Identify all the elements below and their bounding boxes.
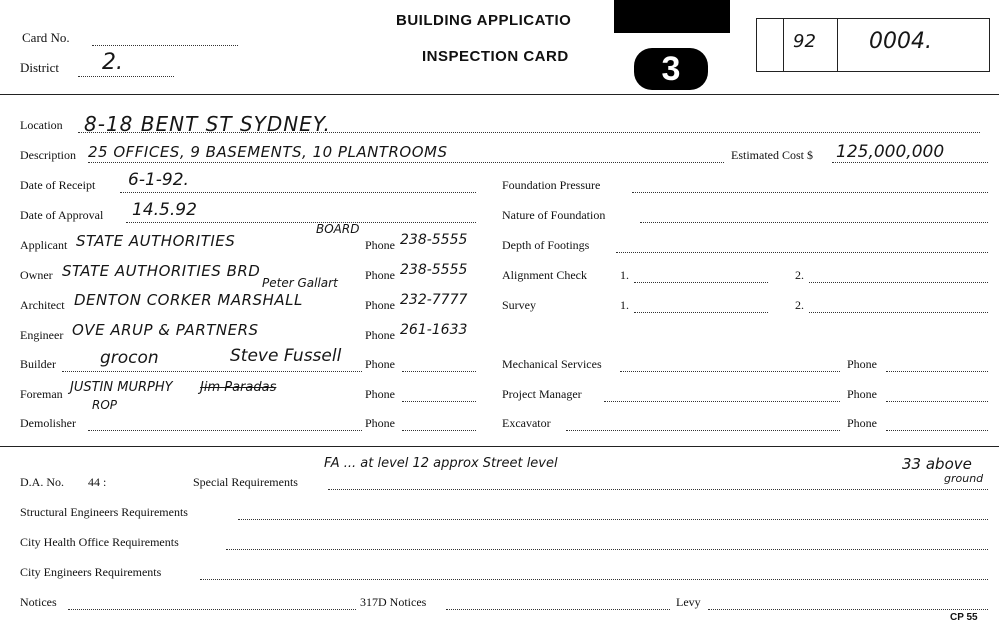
builder-field[interactable]	[62, 371, 362, 372]
health-requirements-label: City Health Office Requirements	[20, 535, 179, 549]
city-engineers-requirements-label: City Engineers Requirements	[20, 565, 162, 579]
architect-phone-value: 232-7777	[400, 292, 468, 308]
architect-note: Peter Gallart	[262, 276, 338, 290]
notices-317d-field[interactable]	[446, 609, 670, 610]
builder-label: Builder	[20, 357, 56, 371]
architect-phone-label: Phone	[365, 298, 395, 312]
notices-label: Notices	[20, 595, 57, 609]
card-no-label: Card No.	[22, 30, 70, 45]
foreman-label: Foreman	[20, 387, 63, 401]
location-label: Location	[20, 118, 63, 132]
owner-phone-value: 238-5555	[400, 262, 468, 278]
engineer-label: Engineer	[20, 328, 64, 342]
da-no-label: D.A. No.	[20, 475, 64, 489]
estimated-cost-value: 125,000,000	[836, 142, 945, 162]
header-divider	[0, 94, 999, 95]
special-note-1: 33 above	[902, 455, 972, 473]
structural-requirements-field[interactable]	[238, 519, 988, 520]
excavator-phone-field[interactable]	[886, 430, 988, 431]
redaction-bar	[614, 0, 730, 33]
estimated-cost-field[interactable]	[832, 162, 988, 163]
foreman-phone-field[interactable]	[402, 401, 476, 402]
card-no-field[interactable]	[92, 45, 238, 46]
description-label: Description	[20, 148, 76, 162]
foreman-value: JUSTIN MURPHY	[70, 380, 173, 395]
applicant-phone-label: Phone	[365, 238, 395, 252]
alignment-check-label: Alignment Check	[502, 268, 587, 282]
alignment-check-2-field[interactable]	[809, 282, 988, 283]
demolisher-field[interactable]	[88, 430, 362, 431]
date-receipt-value: 6-1-92.	[128, 170, 189, 190]
builder-phone-field[interactable]	[402, 371, 476, 372]
notices-317d-label: 317D Notices	[360, 595, 427, 609]
demolisher-phone-label: Phone	[365, 416, 395, 430]
box-number: 0004.	[869, 29, 932, 54]
health-requirements-field[interactable]	[226, 549, 988, 550]
owner-phone-label: Phone	[365, 268, 395, 282]
applicant-note: BOARD	[316, 222, 360, 236]
date-approval-field[interactable]	[126, 222, 476, 223]
city-engineers-requirements-field[interactable]	[200, 579, 988, 580]
demolisher-label: Demolisher	[20, 416, 76, 430]
builder-contact: Steve Fussell	[230, 346, 342, 366]
project-manager-phone-field[interactable]	[886, 401, 988, 402]
alignment-check-2-label: 2.	[795, 268, 804, 282]
applicant-phone-value: 238-5555	[400, 232, 468, 248]
survey-label: Survey	[502, 298, 536, 312]
engineer-phone-value: 261-1633	[400, 322, 468, 338]
foundation-pressure-label: Foundation Pressure	[502, 178, 601, 192]
date-receipt-field[interactable]	[120, 192, 476, 193]
engineer-phone-label: Phone	[365, 328, 395, 342]
excavator-label: Excavator	[502, 416, 551, 430]
date-receipt-label: Date of Receipt	[20, 178, 96, 192]
foreman-note: ROP	[92, 398, 118, 412]
box-year: 92	[793, 31, 816, 52]
foundation-pressure-field[interactable]	[632, 192, 988, 193]
survey-2-label: 2.	[795, 298, 804, 312]
project-manager-field[interactable]	[604, 401, 840, 402]
estimated-cost-label: Estimated Cost $	[731, 148, 813, 162]
district-label: District	[20, 60, 59, 75]
foreman-phone-label: Phone	[365, 387, 395, 401]
card-subtitle: INSPECTION CARD	[422, 48, 569, 65]
da-no-value: 44 :	[88, 475, 107, 489]
survey-2-field[interactable]	[809, 312, 988, 313]
mechanical-services-field[interactable]	[620, 371, 840, 372]
levy-field[interactable]	[708, 609, 988, 610]
date-approval-label: Date of Approval	[20, 208, 104, 222]
description-field[interactable]	[88, 162, 724, 163]
notices-field[interactable]	[68, 609, 356, 610]
applicant-value: STATE AUTHORITIES	[76, 232, 236, 250]
special-note-2: ground	[944, 472, 984, 485]
district-value: 2.	[102, 50, 123, 75]
depth-footings-field[interactable]	[616, 252, 988, 253]
foreman-struck-name: Jim Paradas	[200, 380, 277, 395]
applicant-label: Applicant	[20, 238, 68, 252]
survey-1-field[interactable]	[634, 312, 768, 313]
special-requirements-field[interactable]	[328, 489, 988, 490]
owner-value: STATE AUTHORITIES BRD	[62, 262, 261, 280]
structural-requirements-label: Structural Engineers Requirements	[20, 505, 188, 519]
location-value: 8-18 BENT ST SYDNEY.	[84, 112, 331, 136]
alignment-check-1-field[interactable]	[634, 282, 768, 283]
nature-foundation-field[interactable]	[640, 222, 988, 223]
special-requirements-value: FA ... at level 12 approx Street level	[324, 456, 558, 471]
alignment-check-1-label: 1.	[620, 268, 629, 282]
mechanical-phone-label: Phone	[847, 357, 877, 371]
district-field[interactable]	[78, 76, 174, 77]
architect-value: DENTON CORKER MARSHALL	[74, 291, 303, 309]
mechanical-services-label: Mechanical Services	[502, 357, 602, 371]
depth-footings-label: Depth of Footings	[502, 238, 590, 252]
owner-label: Owner	[20, 268, 53, 282]
requirements-divider	[0, 446, 999, 447]
card-title: BUILDING APPLICATIO	[396, 12, 572, 29]
form-code: CP 55	[950, 612, 978, 623]
project-manager-phone-label: Phone	[847, 387, 877, 401]
special-requirements-label: Special Requirements	[193, 475, 298, 489]
description-value: 25 OFFICES, 9 BASEMENTS, 10 PLANTROOMS	[88, 143, 448, 161]
excavator-phone-label: Phone	[847, 416, 877, 430]
builder-value: grocon	[100, 348, 159, 368]
stamp-badge	[634, 48, 708, 90]
architect-label: Architect	[20, 298, 65, 312]
mechanical-phone-field[interactable]	[886, 371, 988, 372]
date-approval-value: 14.5.92	[132, 200, 197, 220]
application-number-box	[756, 18, 990, 72]
builder-phone-label: Phone	[365, 357, 395, 371]
engineer-value: OVE ARUP & PARTNERS	[72, 321, 259, 339]
project-manager-label: Project Manager	[502, 387, 582, 401]
levy-label: Levy	[676, 595, 701, 609]
nature-foundation-label: Nature of Foundation	[502, 208, 606, 222]
demolisher-phone-field[interactable]	[402, 430, 476, 431]
survey-1-label: 1.	[620, 298, 629, 312]
stamp-number: 3	[661, 50, 681, 88]
excavator-field[interactable]	[566, 430, 840, 431]
